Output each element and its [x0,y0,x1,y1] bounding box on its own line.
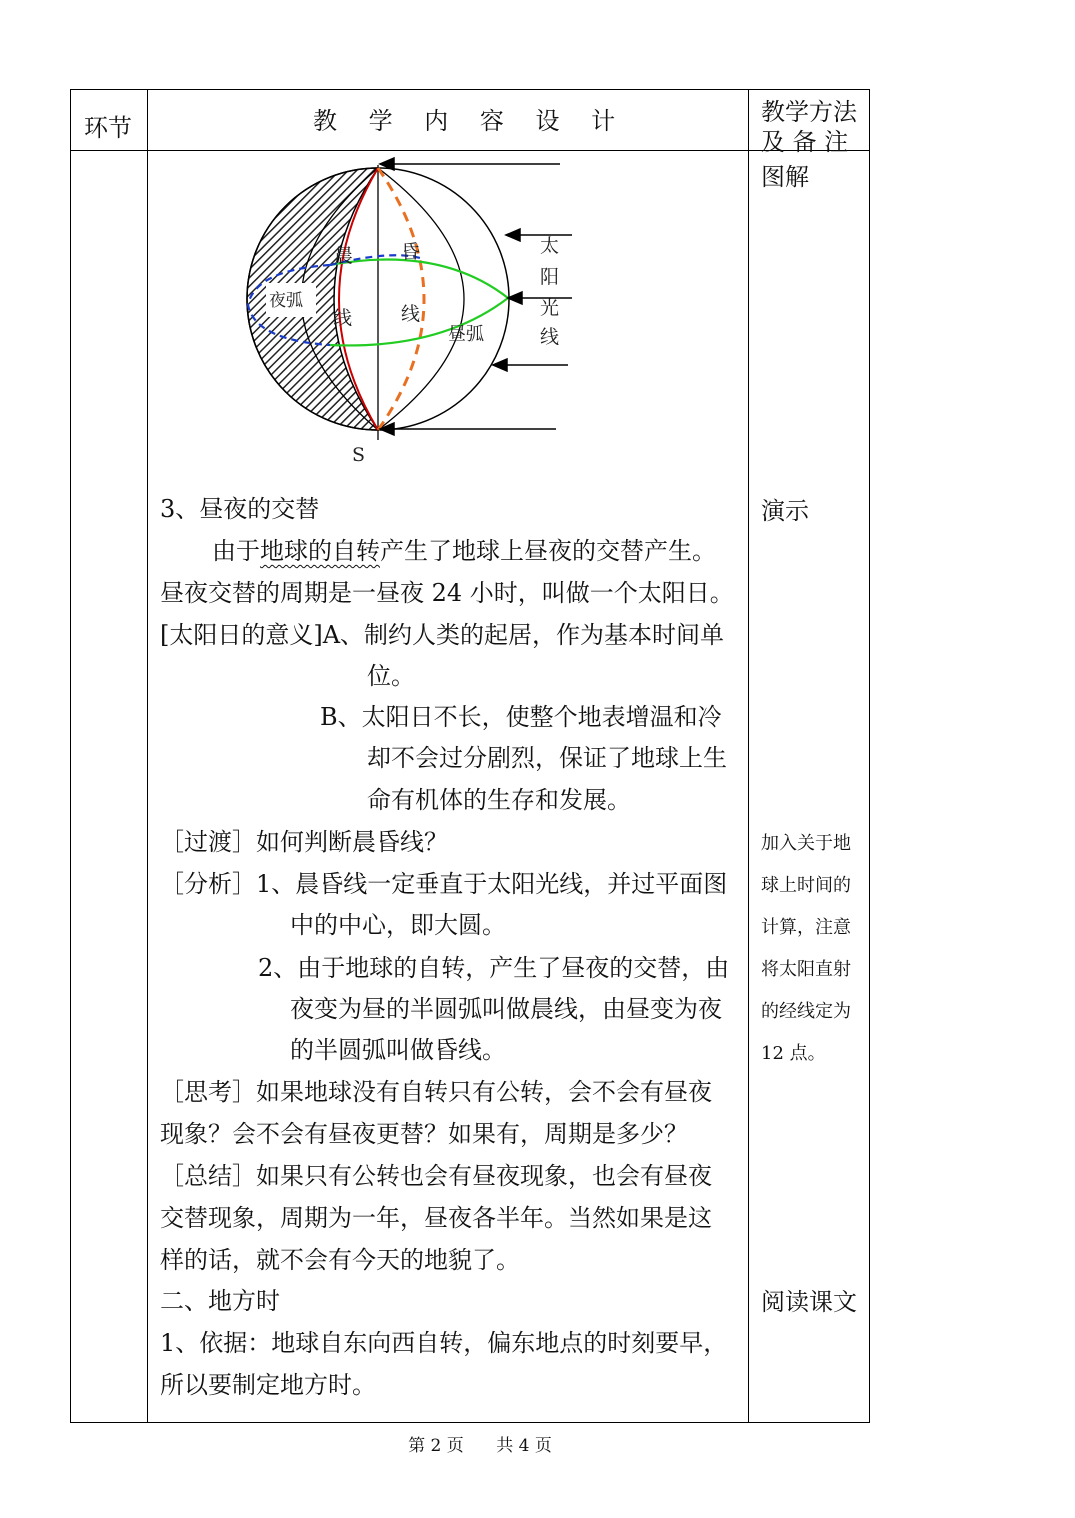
label-hun: 昏 [401,241,421,263]
day-night-diagram [0,0,1075,480]
header-notes-column-line1: 教学方法 [761,98,857,126]
label-xian-right: 线 [401,303,421,325]
paragraph-meaning-b-cont1: 却不会过分剧烈，保证了地球上生 [367,744,727,772]
underlined-earth-rotation: 地球的自转 [260,537,380,565]
analysis-point2-cont1: 夜变为昼的半圆弧叫做晨线，由昼变为夜 [290,995,722,1023]
label-night-arc: 夜弧 [269,291,303,311]
transition-line: ［过渡］如何判断晨昏线？ [160,828,448,856]
summary-line2: 交替现象，周期为一年，昼夜各半年。当然如果是这 [160,1204,712,1232]
note-time-calc-4: 将太阳直射 [761,959,851,980]
paragraph-meaning-b: B、太阳日不长，使整个地表增温和冷 [320,703,722,731]
note-time-calc-1: 加入关于地 [761,833,851,854]
note-time-calc-2: 球上时间的 [761,875,851,896]
header-notes-column-line2: 及 备 注 [761,128,849,156]
table-bottom-border [70,1422,870,1423]
summary-line1: ［总结］如果只有公转也会有昼夜现象，也会有昼夜 [160,1162,712,1190]
basis-line2: 所以要制定地方时。 [160,1371,376,1399]
page-footer: 第 2 页 共 4 页 [408,1436,552,1456]
label-xian-left: 线 [333,307,353,329]
label-sun-ray-3: 光 [540,297,560,319]
meridian-right-outer [378,168,464,430]
section2-title: 二、地方时 [160,1287,280,1315]
think-line2: 现象？会不会有昼夜更替？如果有，周期是多少？ [160,1120,688,1148]
note-read: 阅读课文 [761,1288,857,1316]
analysis-point1-cont: 中的中心，即大圆。 [290,911,506,939]
paragraph-period: 昼夜交替的周期是一昼夜 24 小时，叫做一个太阳日。 [160,579,734,607]
label-sun-ray-2: 阳 [540,266,560,288]
analysis-point1: ［分析］1、晨昏线一定垂直于太阳光线，并过平面图 [160,870,728,898]
label-sun-ray-4: 线 [540,326,560,348]
section3-title: 3、昼夜的交替 [160,495,320,523]
paragraph-meaning-a: [太阳日的意义]A、制约人类的起居，作为基本时间单 [160,621,725,649]
note-diagram: 图解 [761,163,809,191]
label-south: S [352,444,366,466]
label-day-arc: 昼弧 [448,324,484,345]
note-time-calc-6: 12 点。 [761,1043,826,1064]
note-time-calc-3: 计算，注意 [761,917,851,938]
paragraph-rotation: 由于地球的自转产生了地球上昼夜的交替产生。 [212,537,716,565]
summary-line3: 样的话，就不会有今天的地貌了。 [160,1246,520,1274]
note-time-calc-5: 的经线定为 [761,1001,851,1022]
note-demo: 演示 [761,497,809,525]
dusk-line [378,168,424,430]
paragraph-meaning-b-cont2: 命有机体的生存和发展。 [367,786,631,814]
basis-line1: 1、依据：地球自东向西自转，偏东地点的时刻要早， [160,1329,728,1357]
header-content-column: 教 学 内 容 设 计 [313,107,628,135]
paragraph-meaning-a-cont: 位。 [367,662,415,690]
analysis-point2: 2、由于地球的自转，产生了昼夜的交替，由 [258,954,730,982]
analysis-point2-cont2: 的半圆弧叫做昏线。 [290,1036,506,1064]
label-chen: 晨 [334,245,354,267]
think-line1: ［思考］如果地球没有自转只有公转，会不会有昼夜 [160,1078,712,1106]
header-section-column: 环节 [84,114,132,142]
label-sun-ray-1: 太 [540,235,560,257]
